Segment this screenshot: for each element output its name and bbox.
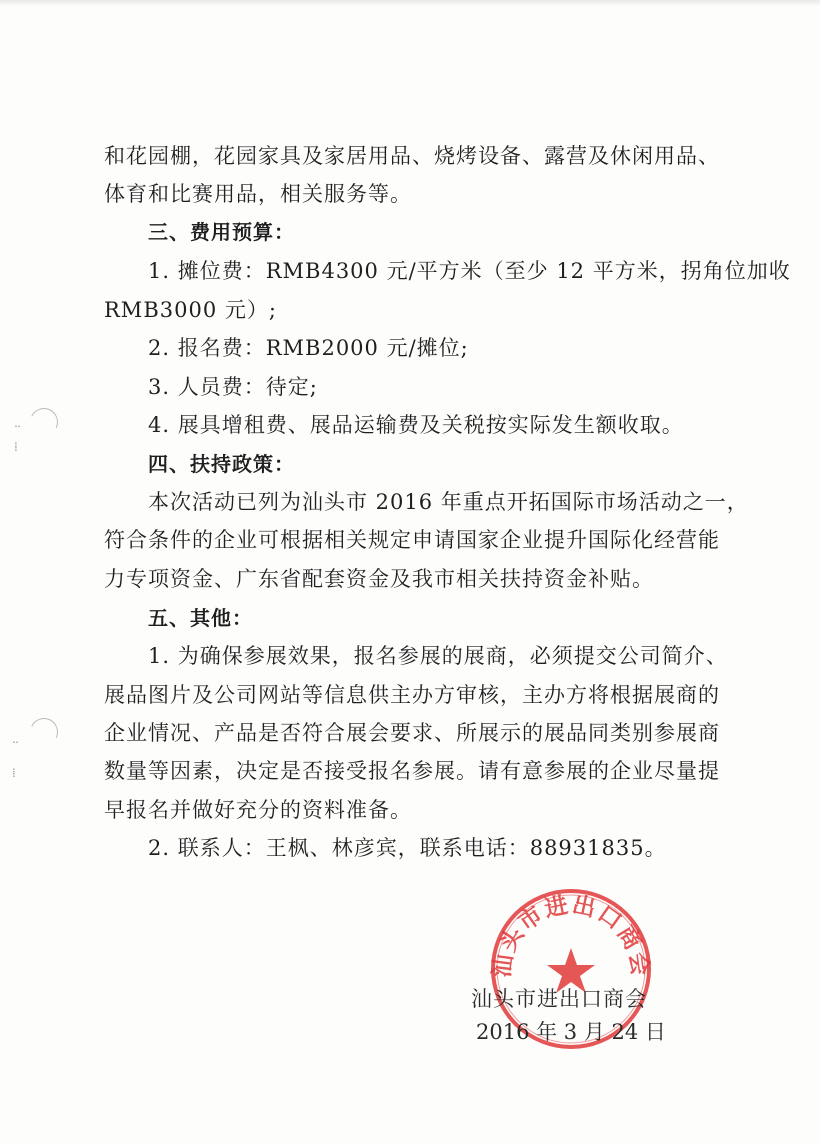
text-line-registration-fee: 2. 报名费：RMB2000 元/摊位; xyxy=(148,336,469,360)
punch-hole-lower-mark: ᠃ xyxy=(10,736,18,750)
signature-date: 2016 年 3 月 24 日 xyxy=(476,1020,666,1044)
seal-text: 汕头市进出口商会 xyxy=(489,892,653,980)
section-heading-support: 四、扶持政策： xyxy=(148,452,295,476)
text-line-other-2: 展品图片及公司网站等信息供主办方审核，主办方将根据展商的 xyxy=(104,683,720,707)
text-line-booth-fee: 1. 摊位费：RMB4300 元/平方米（至少 12 平方米，拐角位加收 xyxy=(148,259,791,283)
punch-hole-upper xyxy=(26,404,62,440)
text-line-booth-fee-cont: RMB3000 元）; xyxy=(104,298,277,322)
punch-hole-upper-mark: ᠃ xyxy=(12,420,20,434)
punch-hole-upper-mark-2: ⁞ xyxy=(14,440,18,454)
section-heading-budget: 三、费用预算： xyxy=(148,220,295,244)
text-line-other-3: 企业情况、产品是否符合展会要求、所展示的展品同类别参展商 xyxy=(104,721,720,745)
punch-hole-lower-mark-2: ⁞ xyxy=(12,766,16,780)
text-line-other-1: 1. 为确保参展效果，报名参展的展商，必须提交公司简介、 xyxy=(148,644,728,668)
text-line-other-5: 早报名并做好充分的资料准备。 xyxy=(104,798,412,822)
text-line-1: 和花园棚，花园家具及家居用品、烧烤设备、露营及休闲用品、 xyxy=(104,144,720,168)
text-line-support-1: 本次活动已列为汕头市 2016 年重点开拓国际市场活动之一， xyxy=(148,490,749,514)
text-line-support-2: 符合条件的企业可根据相关规定申请国家企业提升国际化经营能 xyxy=(104,528,720,552)
punch-hole-lower xyxy=(26,714,62,750)
text-line-2: 体育和比赛用品，相关服务等。 xyxy=(104,182,412,206)
text-line-support-3: 力专项资金、广东省配套资金及我市相关扶持资金补贴。 xyxy=(104,567,654,591)
text-line-other-fees: 4. 展具增租费、展品运输费及关税按实际发生额收取。 xyxy=(148,413,684,437)
text-line-contact: 2. 联系人：王枫、林彦宾，联系电话：88931835。 xyxy=(148,836,667,860)
text-line-other-4: 数量等因素，决定是否接受报名参展。请有意参展的企业尽量提 xyxy=(104,759,720,783)
signature-organization: 汕头市进出口商会 xyxy=(471,987,647,1011)
page-top-edge xyxy=(0,0,820,6)
text-line-personnel-fee: 3. 人员费：待定; xyxy=(148,375,318,399)
section-heading-other: 五、其他： xyxy=(148,606,253,630)
